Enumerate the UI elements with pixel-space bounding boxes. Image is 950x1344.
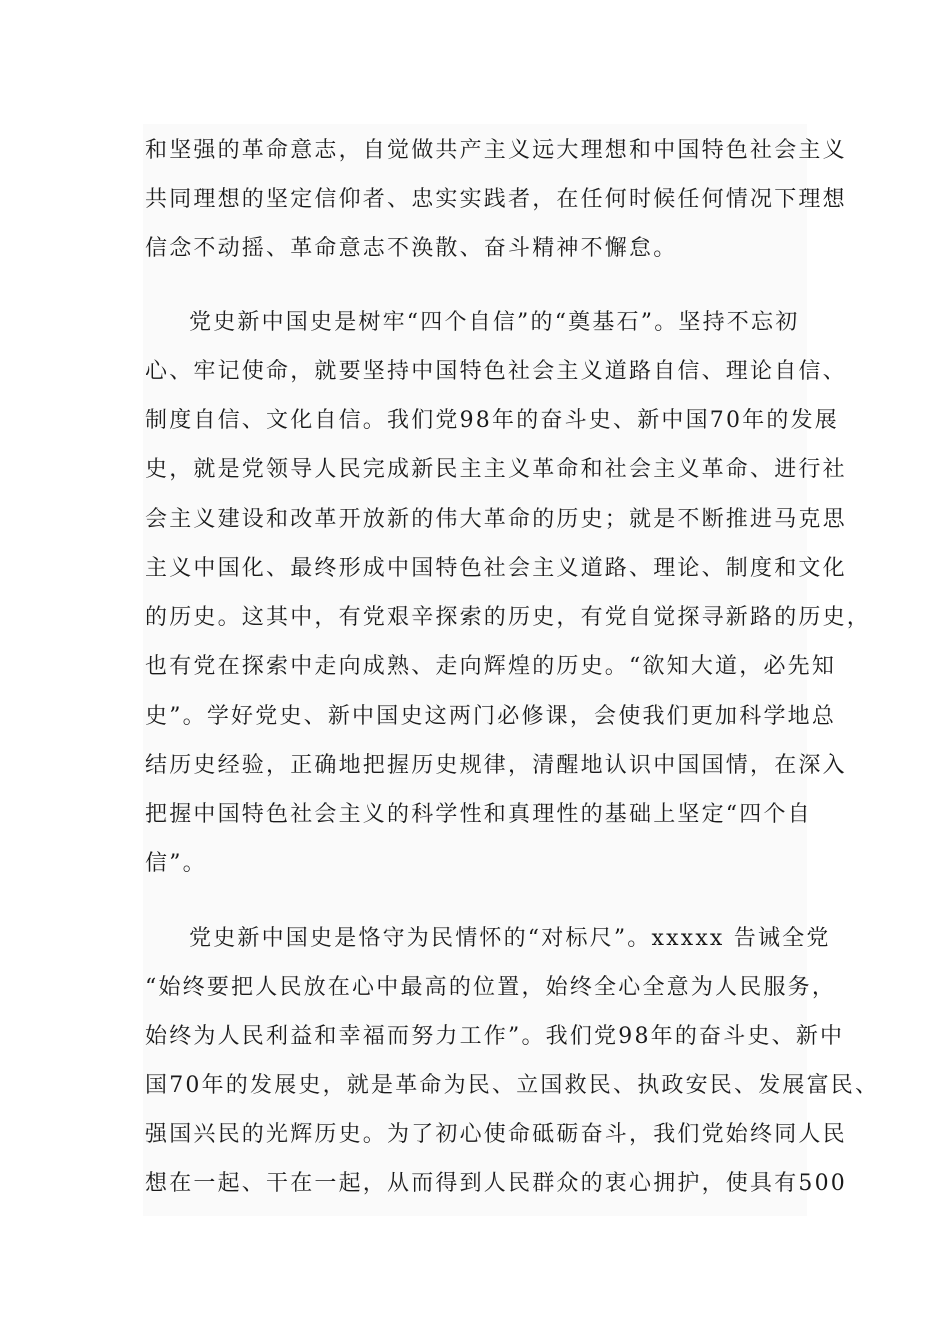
body-text-line: “始终要把人民放在心中最高的位置，始终全心全意为人民服务， (145, 975, 837, 1000)
body-text-line: 也有党在探索中走向成熟、走向辉煌的历史。“欲知大道，必先知 (145, 654, 837, 679)
body-text-line: 主义中国化、最终形成中国特色社会主义道路、理论、制度和文化 (145, 556, 847, 581)
body-text-line: 国70年的发展史，就是革命为民、立国救民、执政安民、发展富民、 (145, 1073, 880, 1098)
body-text-line: 史，就是党领导人民完成新民主主义革命和社会主义革命、进行社 (145, 457, 847, 482)
body-text-line: 和坚强的革命意志，自觉做共产主义远大理想和中国特色社会主义 (145, 138, 847, 163)
body-text-line: 把握中国特色社会主义的科学性和真理性的基础上坚定“四个自 (145, 802, 812, 827)
body-text-line: 结历史经验，正确地把握历史规律，清醒地认识中国国情，在深入 (145, 753, 847, 778)
body-text-line: 始终为人民利益和幸福而努力工作”。我们党98年的奋斗史、新中 (145, 1024, 845, 1049)
body-text-line: 信”。 (145, 851, 207, 876)
body-text-line: 强国兴民的光辉历史。为了初心使命砥砺奋斗，我们党始终同人民 (145, 1122, 847, 1147)
body-text-line: 会主义建设和改革开放新的伟大革命的历史；就是不断推进马克思 (145, 507, 847, 532)
body-text-line: 党史新中国史是树牢“四个自信”的“奠基石”。坚持不忘初 (189, 310, 800, 335)
body-text-line: 党史新中国史是恪守为民情怀的“对标尺”。xxxxx 告诫全党 (189, 926, 831, 951)
body-text-line: 制度自信、文化自信。我们党98年的奋斗史、新中国70年的发展 (145, 408, 839, 433)
body-text-line: 想在一起、干在一起，从而得到人民群众的衷心拥护，使具有500 (145, 1171, 847, 1196)
body-text-line: 的历史。这其中，有党艰辛探索的历史，有党自觉探寻新路的历史， (145, 605, 872, 630)
body-text-line: 心、牢记使命，就要坚持中国特色社会主义道路自信、理论自信、 (145, 359, 847, 384)
body-text-line: 共同理想的坚定信仰者、忠实实践者，在任何时候任何情况下理想 (145, 187, 847, 212)
body-text-line: 史”。学好党史、新中国史这两门必修课，会使我们更加科学地总 (145, 704, 837, 729)
body-text-line: 信念不动摇、革命意志不涣散、奋斗精神不懈怠。 (145, 236, 678, 261)
